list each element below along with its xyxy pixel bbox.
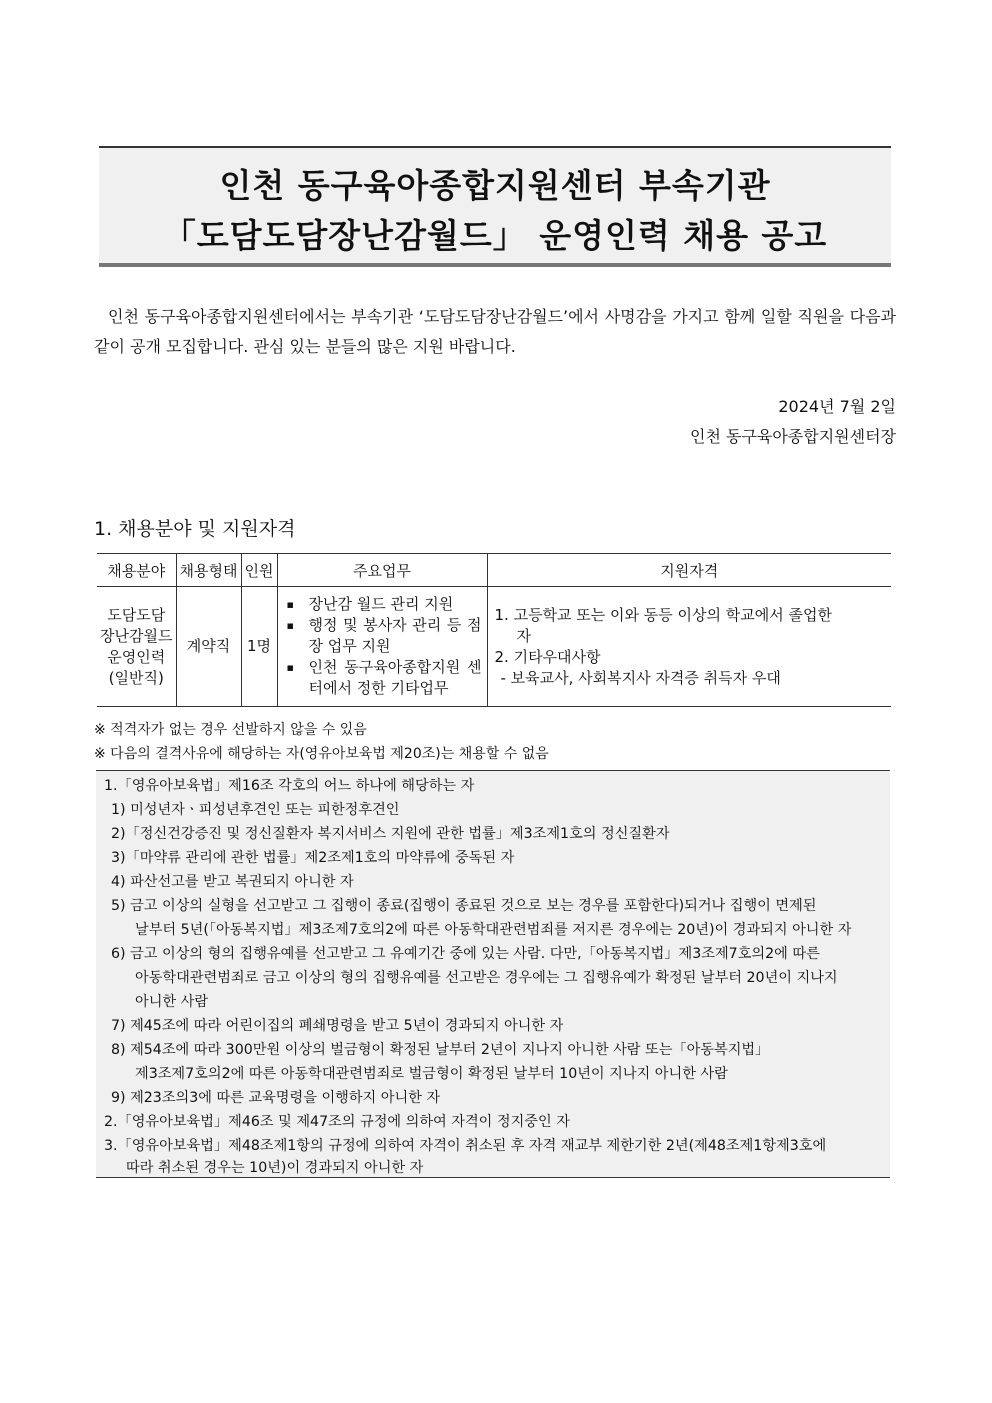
disq-item: 7) 제45조에 따라 어린이집의 폐쇄명령을 받고 5년이 경과되지 아니한 자 <box>111 1018 564 1034</box>
cell-qualifications <box>487 587 891 707</box>
announcement-date: 2024년 7월 2일 <box>778 397 896 416</box>
duty-item <box>287 594 482 615</box>
header-field: 채용분야 <box>97 554 176 587</box>
bullet-icon: ▪ <box>286 661 294 674</box>
disqualification-box <box>96 770 890 1178</box>
disq-item: 1) 미성년자ㆍ피성년후견인 또는 피한정후견인 <box>111 802 400 818</box>
intro-text: 인천 동구육아종합지원센터에서는 부속기관 ‘도담도담장난감월드’에서 사명감을 가지고 함께 일할 직원을 다음과 같이 공개 모집합니다. 관심 있는 분들의 많은 지원 바랍니다. <box>94 307 896 356</box>
disq-item: 따라 취소된 경우는 10년)이 경과되지 아니한 자 <box>126 1160 424 1176</box>
note-1: ※ 적격자가 없는 경우 선발하지 않을 수 있음 <box>94 722 367 738</box>
disq-item: 2.「영유아보육법」제46조 및 제47조의 규정에 의하여 자격이 정지중인 자 <box>104 1114 570 1130</box>
bullet-icon: ▪ <box>286 598 294 611</box>
title-box <box>99 146 891 267</box>
header-duties: 주요업무 <box>277 554 487 587</box>
qual-item: 자 <box>516 626 531 645</box>
recruitment-table <box>97 553 891 707</box>
duty-text: 행정 및 봉사자 관리 등 점장 업무 지원 <box>308 616 482 655</box>
qual-item: 2. 기타우대사항 <box>494 647 601 666</box>
disq-item: 3.「영유아보육법」제48조제1항의 규정에 의하여 자격이 취소된 후 자격 재교부 제한기한 2년(제48조제1항제3호에 <box>104 1138 827 1154</box>
cell-duties <box>277 587 487 707</box>
disq-item: 아니한 사람 <box>135 994 209 1010</box>
cell-type: 계약직 <box>176 587 241 707</box>
qual-item: - 보육교사, 사회복지사 자격증 취득자 우대 <box>500 668 781 687</box>
qual-item: 1. 고등학교 또는 이와 동등 이상의 학교에서 졸업한 <box>494 605 832 624</box>
duty-item <box>287 657 482 699</box>
disq-item: 6) 금고 이상의 형의 집행유예를 선고받고 그 유예기간 중에 있는 사람. 다만,「아동복지법」제3조제7호의2에 따른 <box>111 946 820 962</box>
disq-item: 2)「정신건강증진 및 정신질환자 복지서비스 지원에 관한 법률」제3조제1호의 정신질환자 <box>111 826 670 842</box>
disq-item: 1.「영유아보육법」제16조 각호의 어느 하나에 해당하는 자 <box>104 778 475 794</box>
disq-item: 3)「마약류 관리에 관한 법률」제2조제1호의 마약류에 중독된 자 <box>111 850 515 866</box>
header-type: 채용형태 <box>176 554 241 587</box>
disq-item: 8) 제54조에 따라 300만원 이상의 벌금형이 확정된 날부터 2년이 지나지 아니한 사람 또는「아동복지법」 <box>111 1042 770 1058</box>
intro-paragraph <box>94 302 896 362</box>
section-heading: 1. 채용분야 및 지원자격 <box>94 518 296 540</box>
cell-count: 1명 <box>241 587 277 707</box>
field-line: 장난감월드 <box>100 626 173 645</box>
note-2: ※ 다음의 결격사유에 해당하는 자(영유아보육법 제20조)는 채용할 수 없음 <box>94 746 549 762</box>
field-line: 도담도담 <box>107 605 166 624</box>
page-title-line2: 「도담도담장난감월드」 운영인력 채용 공고 <box>162 216 828 255</box>
table-header-row <box>97 554 891 587</box>
disq-item: 9) 제23조의3에 따른 교육명령을 이행하지 아니한 자 <box>111 1090 441 1106</box>
field-line: (일반직) <box>108 668 164 687</box>
header-count: 인원 <box>241 554 277 587</box>
disq-item: 날부터 5년(「아동복지법」제3조제7호의2에 따른 아동학대관련범죄를 저지른 경우에는 20년)이 경과되지 아니한 자 <box>135 922 852 938</box>
table-row <box>97 587 891 707</box>
duty-item <box>287 615 482 657</box>
header-qualifications: 지원자격 <box>487 554 891 587</box>
field-line: 운영인력 <box>107 647 166 666</box>
disq-item: 제3조제7호의2에 따른 아동학대관련범죄로 벌금형이 확정된 날부터 10년이 지나지 아니한 사람 <box>135 1066 728 1082</box>
disq-item: 4) 파산선고를 받고 복권되지 아니한 자 <box>111 874 354 890</box>
disq-item: 5) 금고 이상의 실형을 선고받고 그 집행이 종료(집행이 종료된 것으로 보는 경우를 포함한다)되거나 집행이 면제된 <box>111 898 817 914</box>
page-title-line1: 인천 동구육아종합지원센터 부속기관 <box>219 166 771 205</box>
cell-field <box>97 587 176 707</box>
duty-text: 인천 동구육아종합지원 센터에서 정한 기타업무 <box>308 658 482 697</box>
bullet-icon: ▪ <box>286 619 294 632</box>
duty-text: 장난감 월드 관리 지원 <box>308 595 454 613</box>
disq-item: 아동학대관련범죄로 금고 이상의 형의 집행유예를 선고받은 경우에는 그 집행유예가 확정된 날부터 20년이 지나지 <box>135 970 838 986</box>
organization-signature: 인천 동구육아종합지원센터장 <box>689 427 896 446</box>
